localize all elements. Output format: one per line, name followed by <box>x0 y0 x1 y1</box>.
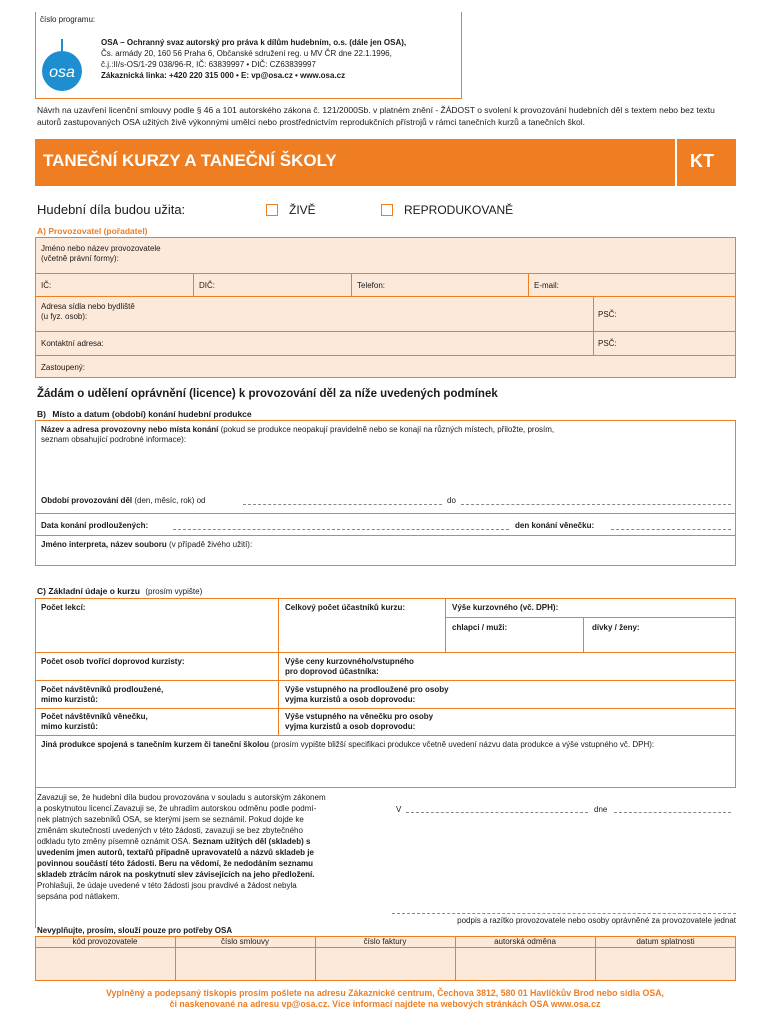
reproduced-label: REPRODUKOVANĚ <box>404 203 514 217</box>
col-invoice-number: číslo faktury <box>363 937 407 946</box>
footer-line-1: Vyplněný a podepsaný tiskopis prosím pošlete na adresu Zákaznické centrum, Čechova 3812, 580 01 Havlíčkův Brod nebo sídla OSA, <box>106 988 664 998</box>
footer-line-2: či naskenované na adresu vp@osa.cz. Více informací najdete na webových stránkách OSA www.osa.cz <box>169 999 601 1009</box>
declaration-line-1: Zavazuji se, že hudební díla budou provozována v souladu s autorským zákonem <box>37 793 326 802</box>
divider <box>583 617 584 652</box>
phone-field[interactable]: Telefon: <box>357 281 386 290</box>
escort-fee-label: Výše ceny kurzovného/vstupného <box>285 657 414 666</box>
ext-fee-field[interactable] <box>285 685 449 705</box>
divider <box>35 652 736 653</box>
section-c-heading <box>37 586 202 596</box>
org-info <box>101 37 406 81</box>
signature-line[interactable] <box>392 913 736 914</box>
ext-visitors-label-2: mimo kurzistů: <box>41 695 98 704</box>
wreath-day-label: den konání věnečku: <box>515 521 595 530</box>
wreath-visitors-field[interactable] <box>41 712 148 732</box>
performer-field[interactable] <box>41 540 252 550</box>
wreath-fee-field[interactable] <box>285 712 433 732</box>
performer-note: (v případě živého užití): <box>166 540 253 549</box>
lessons-field[interactable]: Počet lekcí: <box>41 603 86 612</box>
other-production-label: Jiná produkce spojená s tanečním kurzem či taneční školou <box>41 740 270 749</box>
live-checkbox[interactable] <box>266 204 278 216</box>
section-b-title: Místo a datum (období) konání hudební produkce <box>52 409 252 419</box>
request-heading: Žádám o udělení oprávnění (licence) k provozování děl za níže uvedených podmínek <box>37 388 498 400</box>
footer-note <box>25 988 745 1010</box>
wreath-day-line[interactable] <box>611 529 731 530</box>
divider <box>35 513 736 514</box>
ext-fee-label: Výše vstupného na prodloužené pro osoby <box>285 685 449 694</box>
divider <box>35 273 736 274</box>
declaration-line-3: nek platných sazebníků OSA, se kterými jsem se seznámil. Pokud dojde ke <box>37 815 304 824</box>
col-due-date: datum splatnosti <box>636 937 695 946</box>
divider <box>278 598 279 735</box>
declaration-bold-1: Seznam užitých děl (skladeb) s <box>190 837 311 846</box>
divider <box>445 617 736 618</box>
contact-address-field[interactable]: Kontaktní adresa: <box>41 339 104 348</box>
period-from-line[interactable] <box>243 504 442 505</box>
divider <box>35 535 736 536</box>
ext-visitors-field[interactable] <box>41 685 163 705</box>
place-label: V <box>396 805 402 814</box>
ic-field[interactable]: IČ: <box>41 281 52 290</box>
divider <box>35 947 736 948</box>
org-contact: Zákaznická linka: +420 220 315 000 • E: vp@osa.cz • www.osa.cz <box>101 71 346 80</box>
intro-text: Návrh na uzavření licenční smlouvy podle § 46 a 101 autorského zákona č. 121/2000Sb. v platném znění - ŽÁDOST o svolení k provozování hudebních děl s textem nebo bez textu autorů zastupovaných OSA užitých živě výkonnými umělci nebo prostřednictvím reprodukčních přístrojů v rámci tanečních kurzů a tanečních škol. <box>37 105 715 127</box>
escorts-field[interactable]: Počet osob tvořící doprovod kurzisty: <box>41 657 185 666</box>
venue-label: Název a adresa provozovny nebo místa konání <box>41 425 219 434</box>
boys-fee-field[interactable]: chlapci / muži: <box>452 623 508 632</box>
period-to-line[interactable] <box>461 504 731 505</box>
section-c-title: C) Základní údaje o kurzu <box>37 586 140 596</box>
osa-logo <box>34 37 90 93</box>
program-number-label: číslo programu: <box>40 15 96 24</box>
wreath-fee-label-2: vyjma kurzistů a osob doprovodu: <box>285 722 416 731</box>
declaration-bold-2: uvedením jmen autorů, textařů případně upravovatelů a názvů skladeb je <box>37 848 314 857</box>
representative-field[interactable]: Zastoupený: <box>41 363 86 372</box>
declaration-line-4: změnám skutečností uvedených v této žádosti, zavazuji se bez zbytečného <box>37 826 303 835</box>
ext-visitors-label: Počet návštěvníků prodloužené, <box>41 685 164 694</box>
divider <box>35 331 736 332</box>
participants-field[interactable]: Celkový počet účastníků kurzu: <box>285 603 406 612</box>
extended-date-line[interactable] <box>173 529 509 530</box>
signature-caption: podpis a razítko provozovatele nebo osoby oprávněné za provozovatele jednat <box>457 916 736 925</box>
divider <box>593 296 594 355</box>
period-to-label: do <box>447 496 456 505</box>
col-operator-code: kód provozovatele <box>72 937 138 946</box>
address-field[interactable] <box>41 302 135 322</box>
wreath-fee-label: Výše vstupného na věnečku pro osoby <box>285 712 434 721</box>
operator-name-field[interactable] <box>41 244 161 264</box>
svg-text:osa: osa <box>49 64 75 81</box>
extended-date-label: Data konání prodloužených: <box>41 521 149 530</box>
operator-name-label-2: (včetně právní formy): <box>41 254 119 263</box>
place-line[interactable] <box>406 812 588 813</box>
divider <box>35 355 736 356</box>
dic-field[interactable]: DIČ: <box>199 281 215 290</box>
org-line-2: Čs. armády 20, 160 56 Praha 6, Občanské sdružení reg. u MV ČR dne 22.1.1996, <box>101 49 392 58</box>
other-production-note: (prosím vypište bližší specifikaci produkce včetně uvedení názvu data produkce a výše vstupného vč. DPH): <box>269 740 655 749</box>
escort-fee-label-2: pro doprovod účastníka: <box>285 667 379 676</box>
declaration-line-5: odkladu tyto změny písemně oznámit OSA. <box>37 837 191 846</box>
section-b-letter: B) <box>37 409 46 419</box>
divider <box>193 273 194 296</box>
declaration-text <box>37 792 386 902</box>
girls-fee-field[interactable]: dívky / ženy: <box>592 623 640 632</box>
date-line[interactable] <box>614 812 731 813</box>
divider <box>35 680 736 681</box>
section-b-heading <box>37 409 252 419</box>
divider <box>351 273 352 296</box>
operator-name-label: Jméno nebo název provozovatele <box>41 244 161 253</box>
fee-label: Výše kurzovného (vč. DPH): <box>452 603 559 612</box>
section-c-note: (prosím vypište) <box>145 587 203 596</box>
title-banner <box>35 139 675 186</box>
live-label: ŽIVĚ <box>289 203 316 217</box>
wreath-visitors-label-2: mimo kurzistů: <box>41 722 98 731</box>
venue-note: (pokud se produkce neopakují pravidelně nebo se konají na různých místech, přiložte, prosím, <box>218 425 555 434</box>
org-line-3: č.j.:II/s-OS/1-29 038/96-R, IČ: 63839997 • DIČ: CZ63839997 <box>101 60 316 69</box>
performer-label: Jméno interpreta, název souboru <box>41 540 167 549</box>
psc-contact-field[interactable]: PSČ: <box>598 339 617 348</box>
wreath-visitors-label: Počet návštěvníků věnečku, <box>41 712 148 721</box>
declaration-final-1: Prohlašuji, že údaje uvedené v této žádosti jsou pravdivé a žádost nebyla <box>37 881 297 890</box>
form-title: TANEČNÍ KURZY A TANEČNÍ ŠKOLY <box>43 151 337 170</box>
office-use-heading: Nevyplňujte, prosím, slouží pouze pro potřeby OSA <box>37 926 233 935</box>
org-line-1: OSA – Ochranný svaz autorský pro práva k dílům hudebním, o.s. (dále jen OSA), <box>101 38 407 47</box>
form-code: KT <box>690 151 714 171</box>
escort-fee-field[interactable] <box>285 657 414 677</box>
col-author-fee: autorská odměna <box>494 937 556 946</box>
divider <box>35 708 736 709</box>
divider <box>445 598 446 652</box>
period-label: Období provozování děl <box>41 496 133 505</box>
usage-label: Hudební díla budou užita: <box>37 202 186 217</box>
date-label: dne <box>594 805 608 814</box>
venue-field[interactable] <box>41 425 731 445</box>
period-field[interactable] <box>41 496 205 506</box>
section-a-heading: A) Provozovatel (pořadatel) <box>37 226 148 236</box>
form-code-box <box>677 139 736 186</box>
address-label: Adresa sídla nebo bydliště <box>41 302 135 311</box>
col-contract-number: číslo smlouvy <box>220 937 269 946</box>
divider <box>35 735 736 736</box>
declaration-line-2: a poskytnutou licencí.Zavazuji se, že uhradím autorskou odměnu podle podmí- <box>37 804 317 813</box>
reproduced-checkbox[interactable] <box>381 204 393 216</box>
other-production-field[interactable] <box>41 740 733 750</box>
email-field[interactable]: E-mail: <box>534 281 559 290</box>
divider <box>35 296 736 297</box>
psc-field[interactable]: PSČ: <box>598 310 617 319</box>
period-from-label: (den, měsíc, rok) od <box>132 496 206 505</box>
ext-fee-label-2: vyjma kurzistů a osob doprovodu: <box>285 695 416 704</box>
divider <box>528 273 529 296</box>
declaration-bold-3: povinnou součástí této žádosti. Beru na vědomí, že nedodáním seznamu <box>37 859 314 868</box>
declaration-bold-4: skladeb ztrácím nárok na poskytnutí slev závisejících na jeho předložení. <box>37 870 315 879</box>
venue-note-2: seznam obsahující podrobné informace): <box>41 435 186 444</box>
declaration-final-2: sepsána pod nátlakem. <box>37 892 120 901</box>
address-label-2: (u fyz. osob): <box>41 312 88 321</box>
